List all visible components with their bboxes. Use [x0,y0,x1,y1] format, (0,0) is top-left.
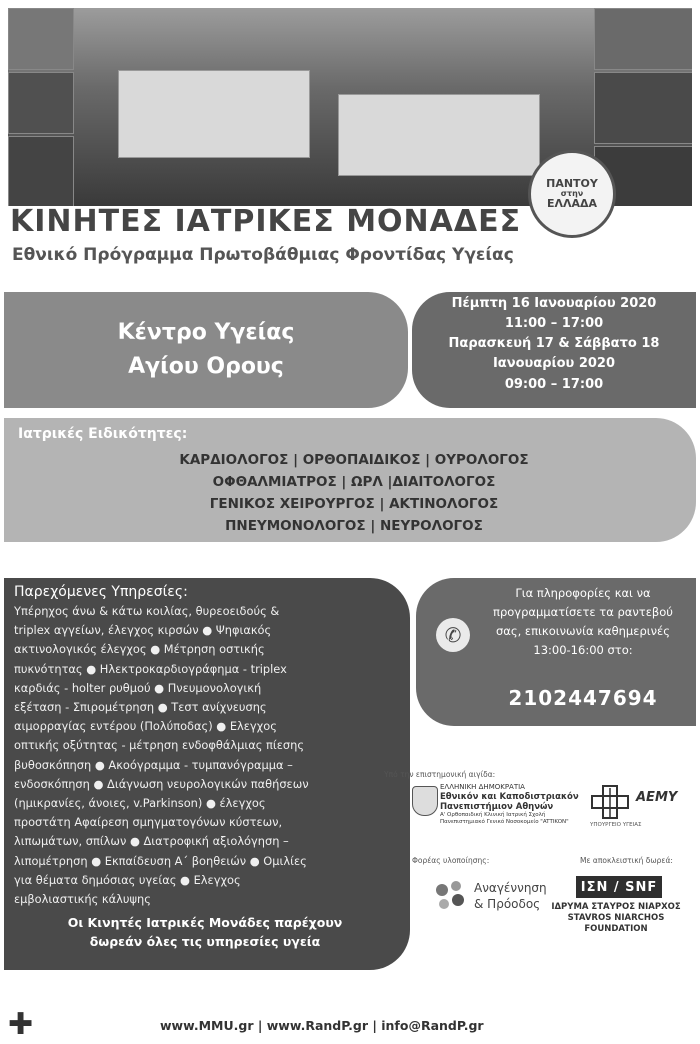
schedule-panel [412,292,696,408]
services-line: οπτικής οξύτητας - μέτρηση ενδοφθάλμιας πίεσης [14,738,305,753]
services-line: λιπωμάτων, σπίλων ● Διατροφική αξιολόγηση – [14,834,289,849]
schedule-line: 09:00 – 17:00 [504,376,604,392]
rp-line: Αναγέννηση [474,881,547,895]
contact-line: σας, επικοινωνία καθημερινές [495,624,671,638]
services-line: καρδιάς - holter ρυθμού ● Πνευμονολογική [14,680,262,695]
services-line: για θέματα δημόσιας υγείας ● Ελεγχος [14,872,241,887]
snf-logo: ΙΣΝ / SNF [576,876,662,898]
specialties-heading: Ιατρικές Ειδικότητες: [18,426,188,442]
stamp-text: στην [560,188,584,198]
sponsor-line [440,792,590,802]
services-panel [4,578,410,970]
photo-thumbnail [8,72,74,134]
photo-thumbnail [594,72,692,144]
services-list [14,602,396,909]
renaissance-progress-logo-icon [430,876,470,916]
schedule-line: Ιανουαρίου 2020 [492,356,616,372]
services-heading: Παρεχόμενες Υπηρεσίες: [14,584,188,600]
contact-line: 13:00-16:00 στο: [533,643,633,657]
donation-label: Με αποκλειστική δωρεά: [580,856,673,865]
medical-cross-logo-icon [588,784,632,820]
mobile-unit-truck [338,94,540,176]
services-line: πυκνότητας ● Ηλεκτροκαρδιογράφημα - triplex [14,661,287,676]
contact-info [474,584,692,660]
snf-name [536,902,696,935]
specialties-panel [4,418,696,542]
specialties-line: ΟΦΘΑΛΜΙΑΤΡΟΣ | ΩΡΛ |ΔΙΑΙΤΟΛΟΓΟΣ [212,474,496,490]
rp-line: & Πρόοδος [474,897,541,911]
services-free-note [14,913,396,951]
schedule-line: 11:00 – 17:00 [504,316,604,332]
services-line: προστάτη Αφαίρεση σμηγματογόνων κύστεων, [14,815,283,830]
snf-line: STAVROS NIARCHOS [567,913,665,923]
sponsor-line [440,802,590,812]
ministry-label: ΥΠΟΥΡΓΕΙΟ ΥΓΕΙΑΣ [590,822,642,828]
services-line: εξέταση - Σπιρομέτρηση ● Τεστ ανίχνευσης [14,700,267,715]
stamp-text: ΕΛΛΑΔΑ [546,197,598,211]
schedule-line: Πέμπτη 16 Ιανουαρίου 2020 [451,296,657,311]
implementer-label: Φορέας υλοποίησης: [412,856,490,865]
specialties-line: ΚΑΡΔΙΟΛΟΓΟΣ | ΟΡΘΟΠΑΙΔΙΚΟΣ | ΟΥΡΟΛΟΓΟΣ [179,452,529,468]
services-line: βυθοσκόπηση ● Ακοόγραμμα - τυμπανόγραμμα – [14,757,293,772]
plus-icon: ✚ [8,1007,34,1042]
contact-phone-number[interactable]: 2102447694 [508,686,658,710]
services-line: Υπέρηχος άνω & κάτω κοιλίας, θυρεοειδούς & [14,604,280,618]
snf-line: FOUNDATION [584,924,648,934]
services-line: εμβολιαστικής κάλυψης [14,892,151,907]
location-panel [4,292,408,408]
sponsor-line: Πανεπιστημιακό Γενικό Νοσοκομείο "ATTIKON" [440,819,569,825]
services-line: ακτινολογικός έλεγχος ● Μέτρηση οστικής [14,642,265,657]
contact-line: Για πληροφορίες και να [515,586,651,600]
location-line: Αγίου Ορους [128,354,284,379]
location-line: Κέντρο Υγείας [117,319,295,345]
phone-icon: ✆ [436,618,470,652]
aemy-logo: AEMY [636,790,678,805]
free-note-line: Οι Κινητές Ιατρικές Μονάδες παρέχουν [67,915,343,931]
scientific-aegis-label: Υπό την επιστημονική αιγίδα: [384,770,496,779]
photo-thumbnail [594,8,692,70]
sponsor-line: Εθνικόν και Καποδιστριακόν [440,792,579,802]
page-subtitle: Εθνικό Πρόγραμμα Πρωτοβάθμιας Φροντίδας Υγείας [12,245,514,265]
specialties-line: ΠΝΕΥΜΟΝΟΛΟΓΟΣ | ΝΕΥΡΟΛΟΓΟΣ [225,518,483,534]
stamp-text: ΠΑΝΤΟΥ [546,176,598,190]
photo-thumbnail [8,8,74,70]
sponsor-line: ΕΛΛΗΝΙΚΗ ΔΗΜΟΚΡΑΤΙΑ [440,783,525,791]
services-line: (ημικρανίες, άνοιες, v.Parkinson) ● έλεγχος [14,796,266,811]
page-title: ΚΙΝΗΤΕΣ ΙΑΤΡΙΚΕΣ ΜΟΝΑΔΕΣ [10,204,522,239]
schedule-line: Παρασκευή 17 & Σάββατο 18 [448,336,660,352]
specialties-line: ΓΕΝΙΚΟΣ ΧΕΙΡΟΥΡΓΟΣ | ΑΚΤΙΝΟΛΟΓΟΣ [209,496,499,512]
services-line: αιμορραγίας εντέρου (Πολύποδας) ● Ελεγχος [14,719,277,734]
snf-line: ΙΔΡΥΜΑ ΣΤΑΥΡΟΣ ΝΙΑΡΧΟΣ [551,902,681,912]
photo-thumbnail [8,136,74,206]
sponsor-line: Πανεπιστήμιον Αθηνών [440,802,554,812]
contact-panel [416,578,696,726]
contact-line: προγραμματίσετε τα ραντεβού [493,605,673,619]
university-sponsor [440,782,590,826]
services-line: ενδοσκόπηση ● Διάγνωση νευρολογικών παθήσεων [14,776,309,791]
sponsor-line: Α' Ορθοπαιδική Κλινική Ιατρική Σχολή [440,812,546,818]
greek-republic-crest-icon [412,786,438,816]
footer-links[interactable]: www.MMU.gr | www.RandP.gr | info@RandP.gr [160,1018,484,1033]
services-line: λιπομέτρηση ● Εκπαίδευση Α΄ βοηθειών ● Ομιλίες [14,853,307,868]
free-note-line: δωρεάν όλες τις υπηρεσίες υγεία [89,934,321,950]
mobile-unit-truck [118,70,310,158]
services-line: triplex αγγείων, έλεγχος κιρσών ● Ψηφιακός [14,623,272,638]
